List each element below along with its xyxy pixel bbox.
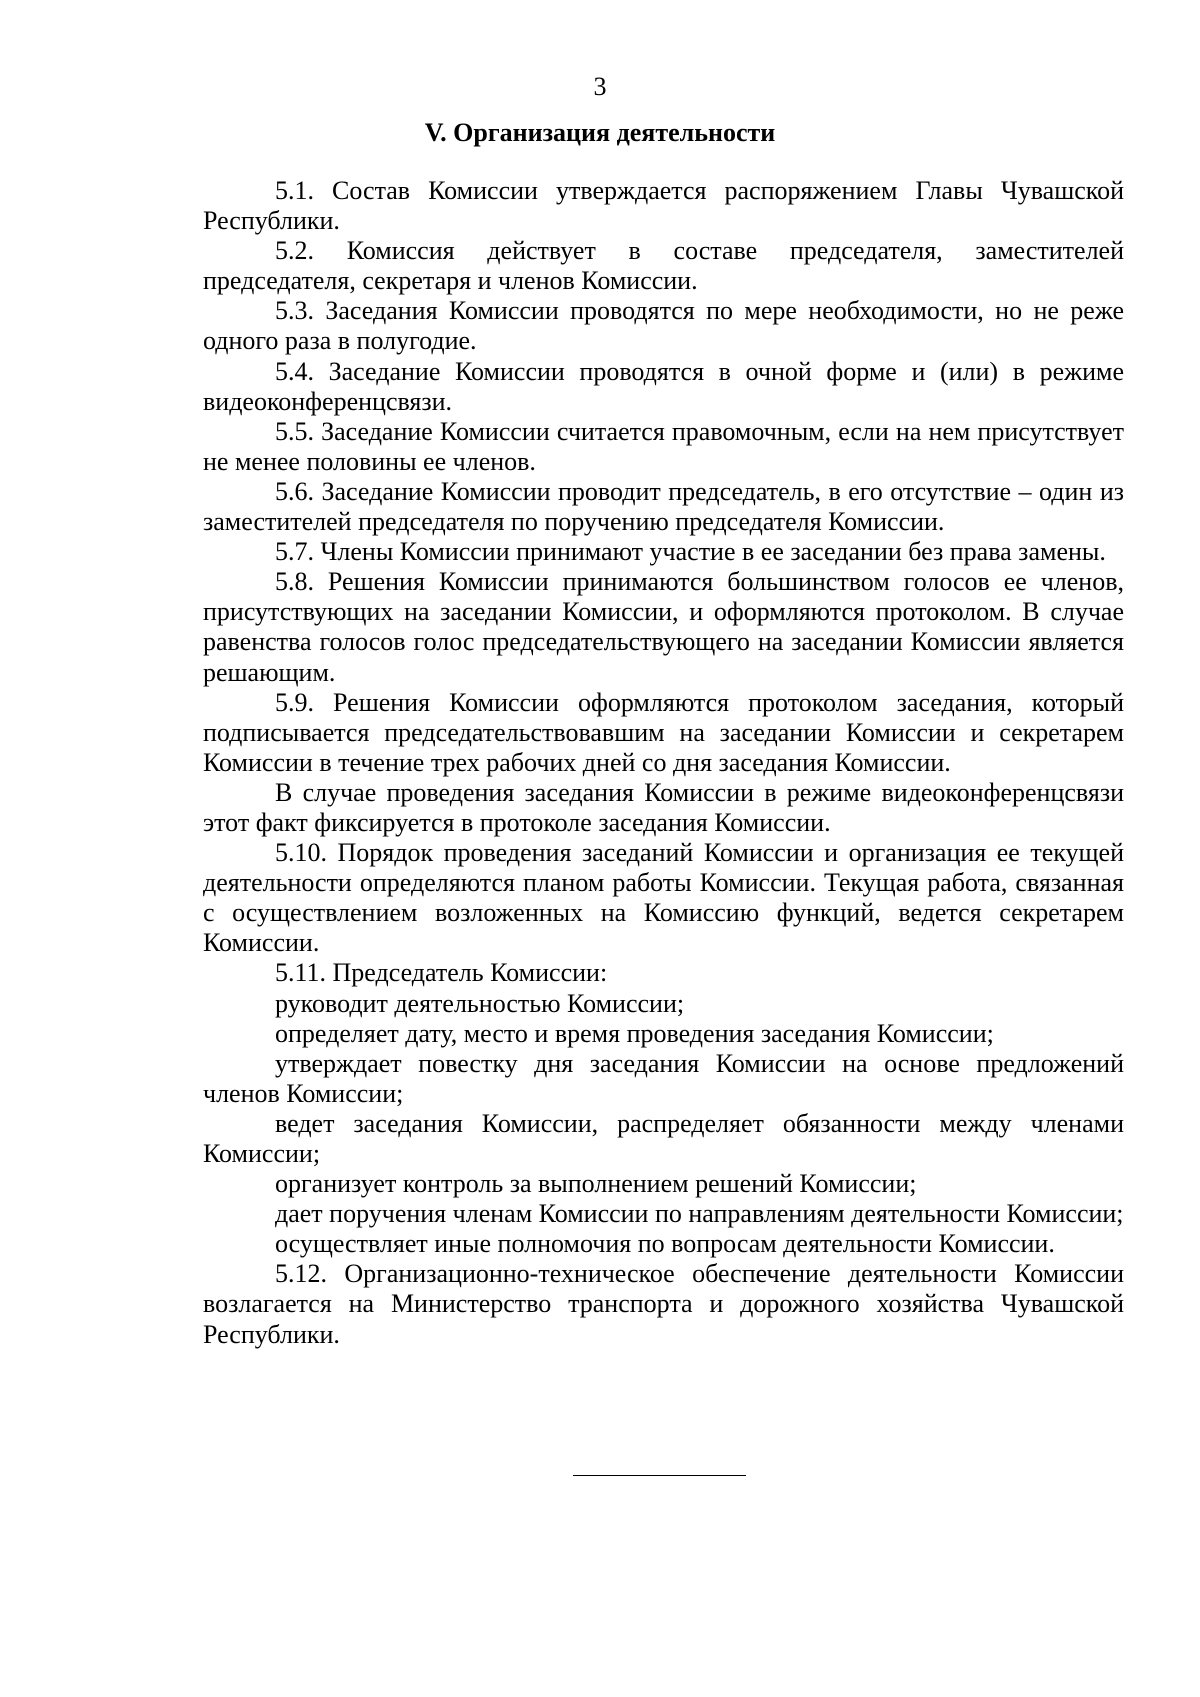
paragraph-5-4: 5.4. Заседание Комиссии проводятся в очной форме и (или) в режиме видеоконференцсвязи.	[203, 356, 1124, 416]
paragraph-5-1: 5.1. Состав Комиссии утверждается распоряжением Главы Чувашской Республики.	[203, 176, 1124, 236]
paragraph-5-11: 5.11. Председатель Комиссии:	[275, 958, 608, 988]
chairman-duty-item: дает поручения членам Комиссии по направлениям деятельности Комиссии;	[275, 1199, 1124, 1229]
paragraph-5-10: 5.10. Порядок проведения заседаний Комиссии и организация ее текущей деятельности определяются планом работы Комиссии. Текущая работа, связанная с осуществлением возложенных на Комиссию функций, ведется секретарем Комиссии.	[203, 838, 1124, 958]
paragraph-5-12: 5.12. Организационно-техническое обеспечение деятельности Комиссии возлагается на Министерство транспорта и дорожного хозяйства Чувашской Республики.	[203, 1259, 1124, 1349]
page-number: 3	[593, 72, 607, 101]
section-title: V. Организация деятельности	[424, 118, 776, 147]
paragraph-5-7: 5.7. Члены Комиссии принимают участие в ее заседании без права замены.	[275, 537, 1106, 567]
paragraph-5-8: 5.8. Решения Комиссии принимаются большинством голосов ее членов, присутствующих на заседании Комиссии, и оформляются протоколом. В случае равенства голосов голос председательствующего на заседании Комиссии является решающим.	[203, 567, 1124, 687]
document-body	[203, 176, 1124, 1350]
chairman-duty-item: определяет дату, место и время проведения заседания Комиссии;	[275, 1018, 994, 1048]
paragraph-5-3: 5.3. Заседания Комиссии проводятся по мере необходимости, но не реже одного раза в полугодие.	[203, 296, 1124, 356]
chairman-duty-item: руководит деятельностью Комиссии;	[275, 988, 685, 1018]
paragraph-5-6: 5.6. Заседание Комиссии проводит председатель, в его отсутствие – один из заместителей председателя по поручению председателя Комиссии.	[203, 476, 1124, 537]
chairman-duty-item: организует контроль за выполнением решений Комиссии;	[275, 1169, 917, 1199]
chairman-duty-item: осуществляет иные полномочия по вопросам деятельности Комиссии.	[275, 1229, 1055, 1259]
end-divider	[573, 1475, 746, 1476]
paragraph-5-5: 5.5. Заседание Комиссии считается правомочным, если на нем присутствует не менее половины ее членов.	[203, 416, 1124, 476]
paragraph-5-2: 5.2. Комиссия действует в составе председателя, заместителей председателя, секретаря и членов Комиссии.	[203, 236, 1124, 296]
paragraph-5-9-videoconference: В случае проведения заседания Комиссии в режиме видеоконференцсвязи этот факт фиксируется в протоколе заседания Комиссии.	[203, 777, 1124, 837]
chairman-duty-item: утверждает повестку дня заседания Комиссии на основе предложений членов Комиссии;	[203, 1048, 1124, 1108]
paragraph-5-9: 5.9. Решения Комиссии оформляются протоколом заседания, который подписывается председательствовавшим на заседании Комиссии и секретарем Комиссии в течение трех рабочих дней со дня заседания Комиссии.	[203, 687, 1124, 777]
chairman-duty-item: ведет заседания Комиссии, распределяет обязанности между членами Комиссии;	[203, 1108, 1124, 1168]
